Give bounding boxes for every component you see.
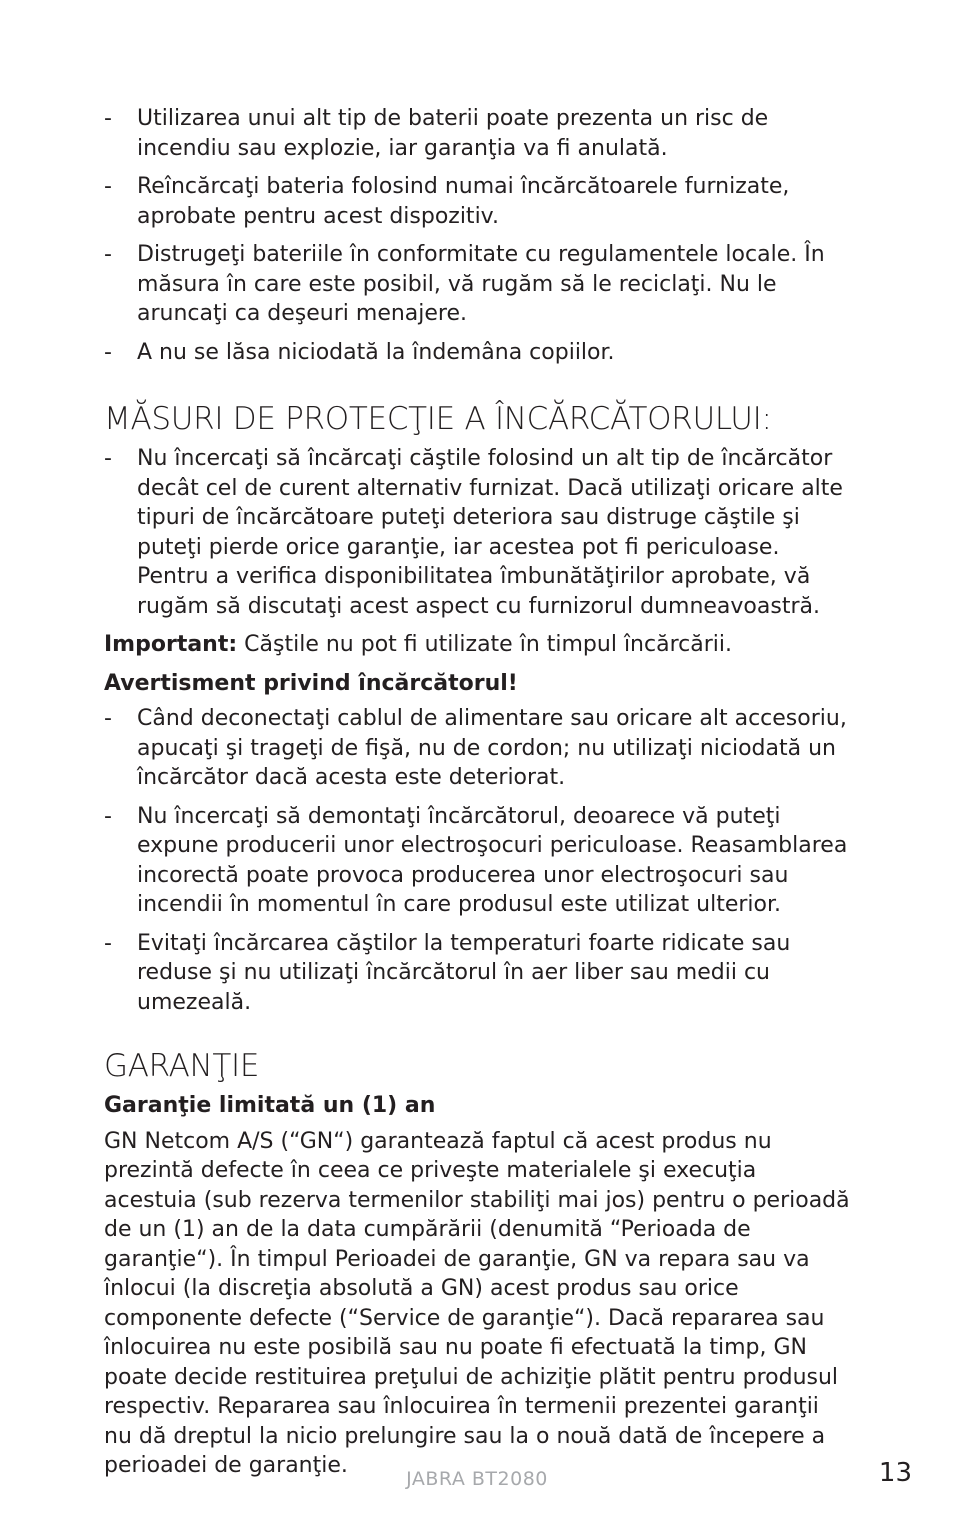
list-item: - Distrugeţi bateriile în conformitate cu regulamentele locale. În măsura în care este posibil, vă rugăm să le reciclaţi. Nu le aruncaţi ca deşeuri menajere. [104,240,852,329]
charger-section-title: MĂSURI DE PROTECŢIE A ÎNCĂRCĂTORULUI: [104,401,772,437]
footer-brand: JABRA BT2080 [406,1468,548,1490]
charger-safety-list [104,444,852,621]
warranty-body: GN Netcom A/S (“GN“) garantează faptul că acest produs nu prezintă defecte în ceea ce priveşte materialele şi execuţia acestuia (sub rezerva termenilor stabiliţi mai jos) pentru o perioadă de un (1) an de la data cumpărării (denumită “Perioada de garanţie“). În timpul Perioadei de garanţie, GN va repara sau va înlocui (la discreţia absolută a GN) acest produs sau orice componente defecte (“Service de garanţie“). Dacă repararea sau înlocuirea nu este posibilă sau nu poate fi efectuată la timp, GN poate decide restituirea preţului de achiziţie plătit pentru produsul respectiv. Repararea sau înlocuirea în termenii prezentei garanţii nu dă dreptul la nicio prelungire sau la o nouă dată de începere a perioadei de garanţie. [104,1128,850,1478]
charger-warning-list [104,704,852,1017]
list-item: - Utilizarea unui alt tip de baterii poate prezenta un risc de incendiu sau explozie, iar garanţia va fi anulată. [104,104,852,163]
list-item: - Când deconectaţi cablul de alimentare sau oricare alt accesoriu, apucaţi şi trageţi de fişă, nu de cordon; nu utilizaţi niciodată un încărcător dacă acesta este deteriorat. [104,704,852,793]
page-number: 13 [878,1458,912,1488]
important-text: Căştile nu pot fi utilizate în timpul încărcării. [237,632,732,657]
list-item: - A nu se lăsa niciodată la îndemâna copiilor. [104,338,852,368]
list-item: - Nu încercaţi să demontaţi încărcătorul, deoarece vă puteţi expune producerii unor electroşocuri periculoase. Reasamblarea incorectă poate provoca producerea unor electroşocuri sau incendii în momentul în care produsul este utilizat ulterior. [104,802,852,920]
list-item: - Nu încercaţi să încărcaţi căştile folosind un alt tip de încărcător decât cel de curent alternativ furnizat. Dacă utilizaţi oricare alte tipuri de încărcătoare puteţi deteriora sau distruge căştile şi puteţi pierde orice garanţie, iar acestea pot fi periculoase. Pentru a verifica disponibilitatea îmbunătăţirilor aprobate, vă rugăm să discutaţi acest aspect cu furnizorul dumneavoastră. [104,444,852,621]
list-item: - Evitaţi încărcarea căştilor la temperaturi foarte ridicate sau reduse şi nu utilizaţi încărcătorul în aer liber sau medii cu umezeală. [104,929,852,1018]
important-note [104,630,852,660]
list-item: - Reîncărcaţi bateria folosind numai încărcătoarele furnizate, aprobate pentru acest dispozitiv. [104,172,852,231]
charger-warning-title: Avertisment privind încărcătorul! [104,670,518,696]
warranty-subtitle: Garanţie limitată un (1) an [104,1093,436,1118]
manual-page [104,104,852,1481]
warranty-section-title: GARANŢIE [104,1048,260,1084]
battery-safety-list [104,104,852,367]
important-label: Important: [104,632,238,657]
